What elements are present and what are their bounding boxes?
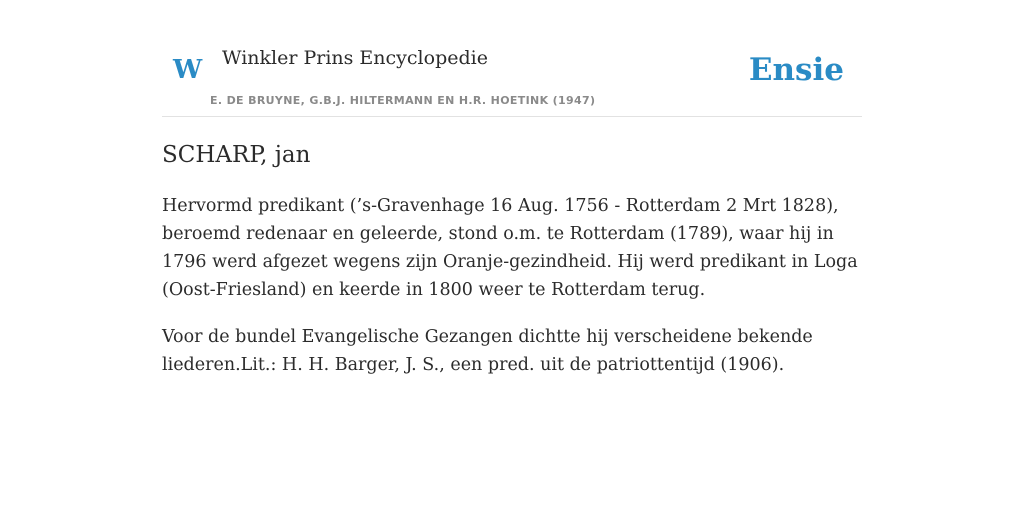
entry-body <box>162 192 862 398</box>
page <box>162 0 862 512</box>
encyclopedia-authors: E. DE BRUYNE, G.B.J. HILTERMANN EN H.R. HOETINK (1947) <box>210 94 596 107</box>
entry-paragraph: Hervormd predikant (’s-Gravenhage 16 Aug. 1756 - Rotterdam 2 Mrt 1828), beroemd redenaar en geleerde, stond o.m. te Rotterdam (1789), waar hij in 1796 werd afgezet wegens zijn Oranje-gezindheid. Hij werd predikant in Loga (Oost-Friesland) en keerde in 1800 weer te Rotterdam terug. <box>162 196 858 300</box>
entry-title: SCHARP, jan <box>162 142 311 168</box>
site-header <box>162 0 862 117</box>
encyclopedia-title: Winkler Prins Encyclopedie <box>222 47 488 69</box>
ensie-logo[interactable]: Ensie <box>748 52 844 88</box>
winkler-prins-logo[interactable]: W <box>173 55 203 85</box>
entry-paragraph: Voor de bundel Evangelische Gezangen dichtte hij verscheidene bekende liederen.Lit.: H. H. Barger, J. S., een pred. uit de patriottentijd (1906). <box>162 327 813 375</box>
